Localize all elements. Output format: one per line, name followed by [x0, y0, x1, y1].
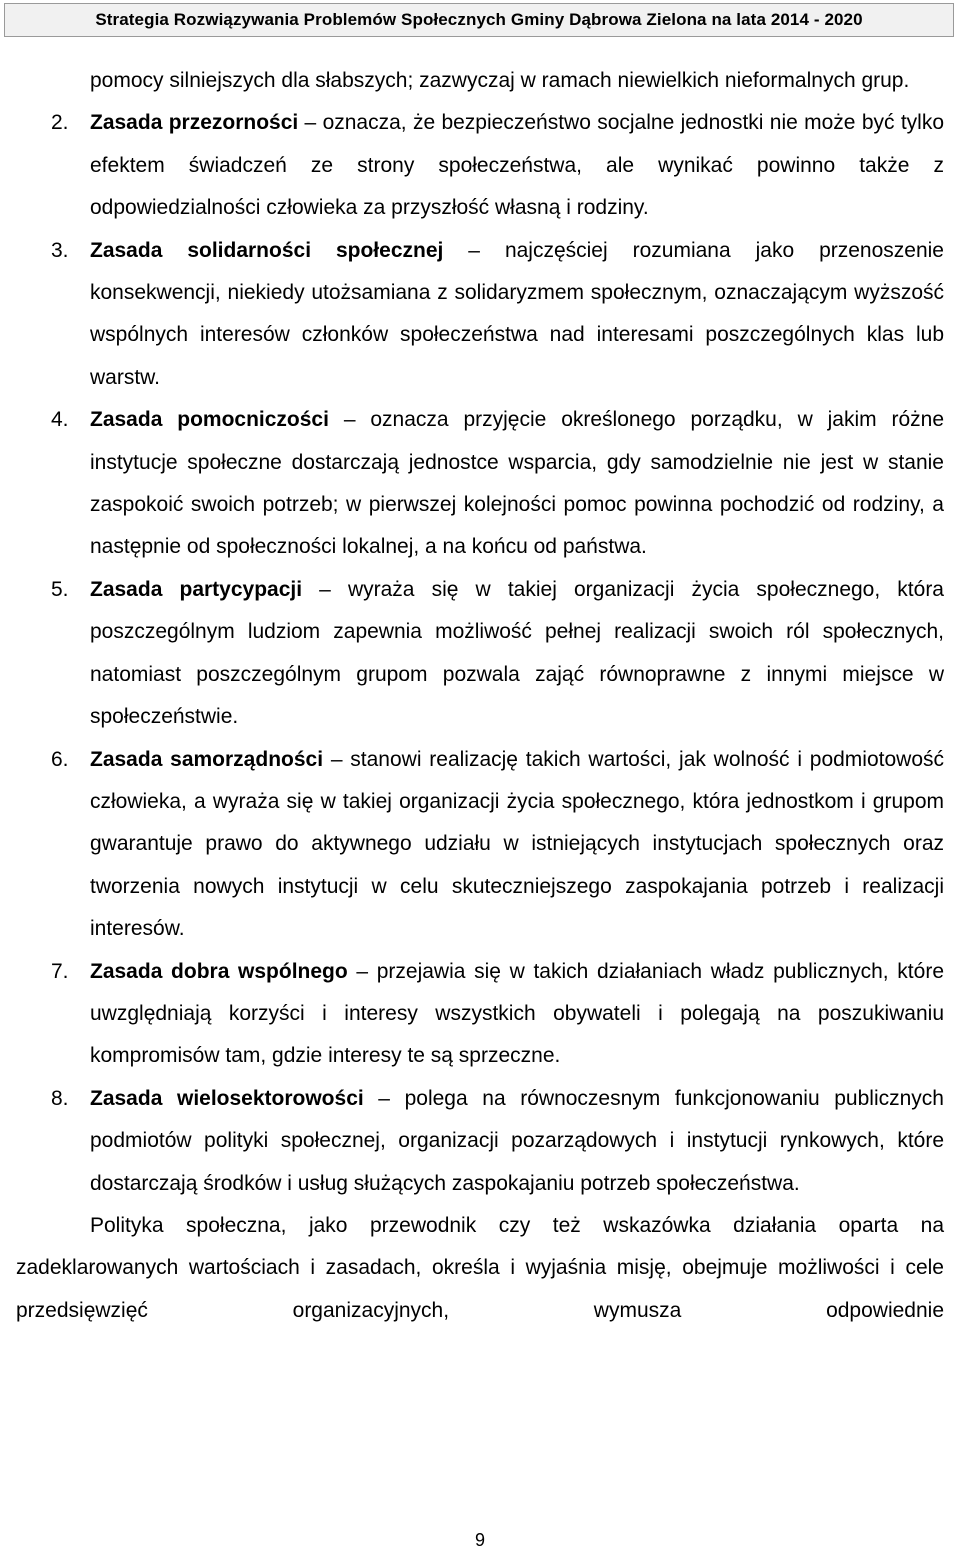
principle-description: – wyraża się w takiej organizacji życia społecznego, która poszczególnym ludziom zapewnia możliwość pełnej realizacji swoich ról społecznych, natomiast poszczególnym grupom pozwala zająć równoprawne z innymi miejsce w społeczeństwie.: [90, 577, 944, 729]
principle-item: [16, 739, 944, 951]
principle-number: 5.: [51, 577, 69, 601]
principle-description: – przejawia się w takich działaniach władz publicznych, które uwzględniają korzyści i interesy wszystkich obywateli i polegają na poszukiwaniu kompromisów tam, gdzie interesy te są sprzeczne.: [90, 959, 944, 1068]
principle-term: Zasada solidarności społecznej: [90, 238, 444, 262]
continuation-paragraph: pomocy silniejszych dla słabszych; zazwyczaj w ramach niewielkich nieformalnych grup.: [90, 69, 910, 92]
principle-item: [16, 569, 944, 739]
principle-item: [16, 951, 944, 1078]
principle-number: 4.: [51, 408, 69, 432]
closing-paragraph: Polityka społeczna, jako przewodnik czy też wskazówka działania oparta na zadeklarowanych wartościach i zasadach, określa i wyjaśnia misję, obejmuje możliwości i cele przedsięwzięć organizacyjnych, wymusza odpowiednie: [16, 1213, 944, 1322]
principle-term: Zasada pomocniczości: [90, 408, 329, 432]
principle-item: [16, 1078, 944, 1205]
principle-term: Zasada przezorności: [90, 111, 299, 135]
principle-number: 6.: [51, 747, 69, 771]
principle-description: – najczęściej rozumiana jako przenoszenie konsekwencji, niekiedy utożsamiana z solidaryzmem społecznym, oznaczającym wyższość wspólnych interesów członków społeczeństwa nad interesami poszczególnych klas lub warstw.: [90, 238, 944, 389]
document-body: [16, 60, 944, 1332]
header-title: Strategia Rozwiązywania Problemów Społecznych Gminy Dąbrowa Zielona na lata 2014 - 2020: [95, 10, 863, 29]
principle-term: Zasada dobra wspólnego: [90, 959, 348, 983]
page-number: 9: [474, 1530, 485, 1550]
principle-description: – oznacza przyjęcie określonego porządku, w jakim różne instytucje społeczne dostarczają jednostce wsparcia, gdy samodzielnie nie jest w stanie zaspokoić swoich potrzeb; w pierwszej kolejności pomoc powinna pochodzić od rodziny, a następnie od społeczności lokalnej, a na końcu od państwa.: [90, 408, 945, 559]
principle-term: Zasada partycypacji: [90, 577, 303, 601]
principle-description: – polega na równoczesnym funkcjonowaniu publicznych podmiotów polityki społecznej, organizacji pozarządowych i instytucji rynkowych, które dostarczają środków i usług służących zaspokajaniu potrzeb społeczeństwa.: [90, 1086, 944, 1195]
principle-description: – stanowi realizację takich wartości, jak wolność i podmiotowość człowieka, a wyraża się w takiej organizacji życia społecznego, która jednostkom i grupom gwarantuje prawo do aktywnego udziału w istniejących instytucjach społecznych oraz tworzenia nowych instytucji w celu skuteczniejszego zaspokajania potrzeb i realizacji interesów.: [90, 747, 945, 941]
principle-number: 8.: [51, 1086, 69, 1110]
principle-number: 3.: [51, 238, 69, 262]
principles-list: [16, 102, 944, 1205]
principle-number: 7.: [51, 959, 69, 983]
principle-item: [16, 102, 944, 229]
principle-item: [16, 230, 944, 400]
principle-description: – oznacza, że bezpieczeństwo socjalne jednostki nie może być tylko efektem świadczeń ze strony społeczeństwa, ale wynikać powinno także z odpowiedzialności człowieka za przyszłość własną i rodziny.: [90, 111, 945, 220]
principle-item: [16, 399, 944, 569]
page-header: [4, 3, 954, 37]
principle-term: Zasada wielosektorowości: [90, 1086, 364, 1110]
principle-term: Zasada samorządności: [90, 747, 324, 771]
principle-number: 2.: [51, 111, 69, 135]
